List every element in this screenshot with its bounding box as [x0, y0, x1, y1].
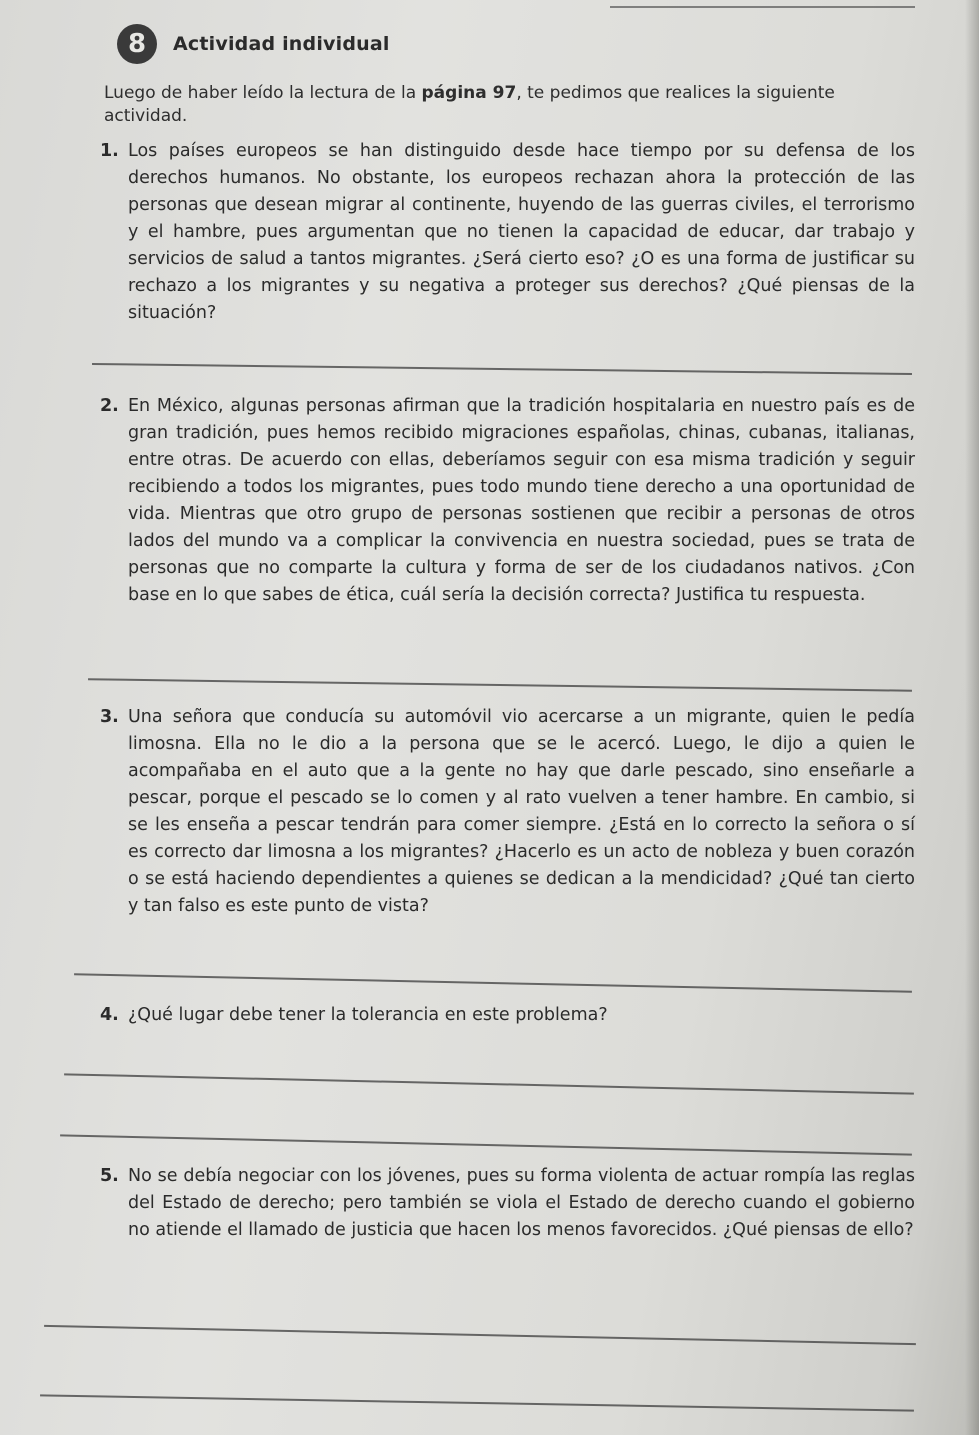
- question-number: 1.: [100, 141, 119, 161]
- top-rule: [610, 6, 915, 8]
- question-1: [100, 138, 915, 327]
- intro-prefix: Luego de haber leído la lectura de la: [104, 83, 422, 103]
- question-2: [100, 393, 915, 609]
- page-edge-shadow: [965, 0, 979, 1435]
- question-text: ¿Qué lugar debe tener la tolerancia en este problema?: [128, 1005, 608, 1025]
- activity-number-badge: 8: [117, 24, 157, 64]
- answer-line-2[interactable]: [88, 678, 912, 692]
- answer-line-3[interactable]: [74, 973, 912, 993]
- question-number: 3.: [100, 707, 119, 727]
- activity-title: Actividad individual: [173, 33, 390, 55]
- question-5: [100, 1163, 915, 1244]
- question-number: 4.: [100, 1005, 119, 1025]
- intro-paragraph: [104, 82, 914, 128]
- question-4: [100, 1002, 915, 1029]
- question-number: 5.: [100, 1166, 119, 1186]
- answer-line-5a[interactable]: [44, 1325, 916, 1345]
- question-text: No se debía negociar con los jóvenes, pues su forma violenta de actuar rompía las reglas del Estado de derecho; pero también se viola el Estado de derecho cuando el gobierno no atiende el llamado de justicia que hacen los menos favorecidos. ¿Qué piensas de ello?: [128, 1166, 915, 1240]
- question-text: Los países europeos se han distinguido desde hace tiempo por su defensa de los derechos humanos. No obstante, los europeos rechazan ahora la protección de las personas que desean migrar al continente, huyendo de las guerras civiles, el terrorismo y el hambre, pues argumentan que no tienen la capacidad de educar, dar trabajo y servicios de salud a tantos migrantes. ¿Será cierto eso? ¿O es una forma de justificar su rechazo a los migrantes y su negativa a proteger sus derechos? ¿Qué piensas de la situación?: [128, 141, 915, 323]
- answer-line-4a[interactable]: [64, 1073, 914, 1094]
- answer-line-4b[interactable]: [60, 1134, 912, 1155]
- question-text: Una señora que conducía su automóvil vio acercarse a un migrante, quien le pedía limosna. Ella no le dio a la persona que se le acercó. Luego, le dijo a quien le acompañaba en el auto que a la gente no hay que darle pescado, sino enseñarle a pescar, porque el pescado se lo comen y al rato vuelven a tener hambre. En cambio, si se les enseña a pescar tendrán para comer siempre. ¿Está en lo correcto la señora o sí es correcto dar limosna a los migrantes? ¿Hacerlo es un acto de nobleza y buen corazón o se está haciendo dependientes a quienes se dedican a la mendicidad? ¿Qué tan cierto y tan falso es este punto de vista?: [128, 707, 915, 916]
- answer-line-1[interactable]: [92, 363, 912, 375]
- intro-page-reference: página 97: [421, 83, 517, 103]
- question-text: En México, algunas personas afirman que la tradición hospitalaria en nuestro país es de gran tradición, pues hemos recibido migraciones españolas, chinas, cubanas, italianas, entre otras. De acuerdo con ellas, deberíamos seguir con esa misma tradición y seguir recibiendo a todos los migrantes, pues todo mundo tiene derecho a una oportunidad de vida. Mientras que otro grupo de personas sostienen que recibir a personas de otros lados del mundo va a complicar la convivencia en nuestra sociedad, pues se trata de personas que no comparte la cultura y forma de ser de los ciudadanos nativos. ¿Con base en lo que sabes de ética, cuál sería la decisión correcta? Justifica tu respuesta.: [128, 396, 915, 605]
- answer-line-5b[interactable]: [40, 1394, 914, 1411]
- question-3: [100, 704, 915, 920]
- question-number: 2.: [100, 396, 119, 416]
- intro-suffix: , te pedimos que realices la siguiente actividad.: [104, 83, 835, 126]
- activity-header: [117, 24, 390, 64]
